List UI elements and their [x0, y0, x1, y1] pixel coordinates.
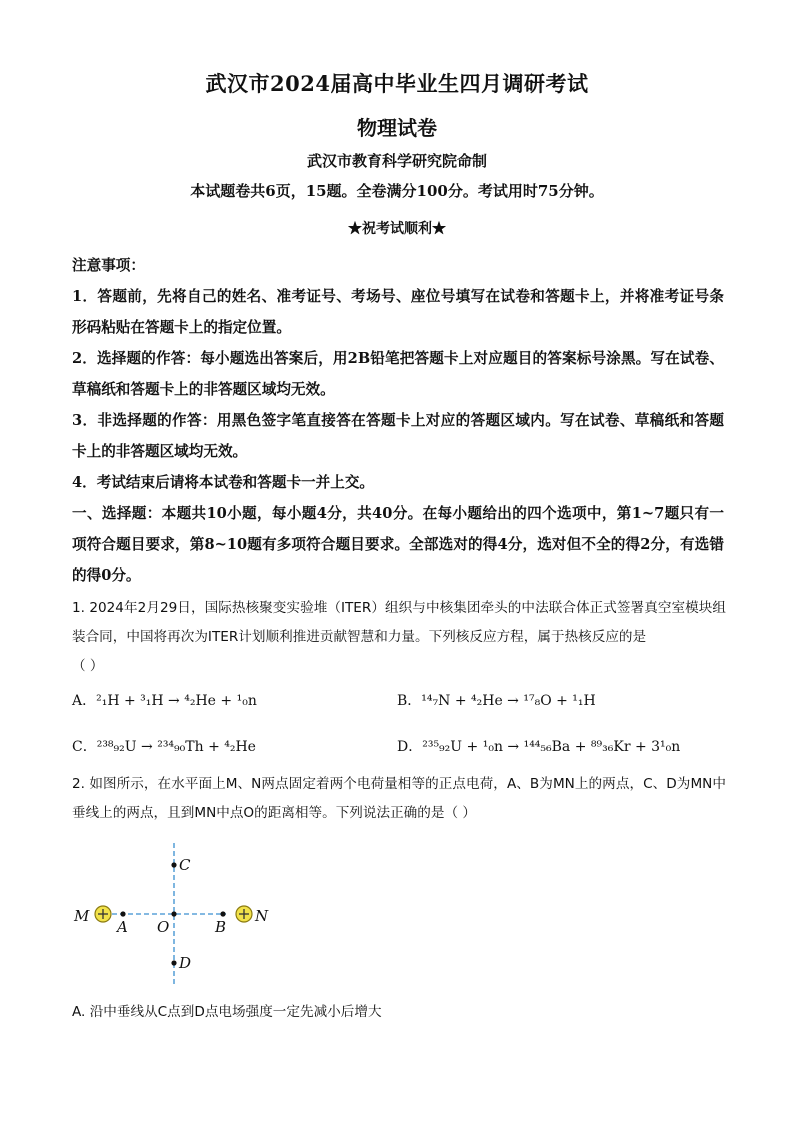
section-1-heading: 一、选择题：本题共10小题，每小题4分，共40分。在每小题给出的四个选项中，第1~7题只有一项符合题目要求，第8~10题有多项符合题目要求。全部选对的得4分，选对但不全的得2分，有选错的得0分。: [72, 505, 724, 584]
point-o: [171, 911, 176, 916]
exam-title: 武汉市2024届高中毕业生四月调研考试: [205, 71, 589, 96]
point-a: [120, 911, 125, 916]
exam-wish: ★祝考试顺利★: [348, 221, 446, 237]
label-m: M: [74, 907, 90, 925]
q1-option-d: D．²³⁵₉₂U + ¹₀n → ¹⁴⁴₅₆Ba + ⁸⁹₃₆Kr + 3¹₀n: [397, 739, 681, 755]
point-c: [171, 862, 176, 867]
note-item-3: 3．非选择题的作答：用黑色签字笔直接答在答题卡上对应的答题区域内。写在试卷、草稿纸和答题卡上的非答题区域均无效。: [72, 412, 724, 460]
q1-stem-text: 1. 2024年2月29日，国际热核聚变实验堆（ITER）组织与中核集团牵头的中法联合体正式签署真空室模块组装合同，中国将再次为ITER计划顺利推进贡献智慧和力量。下列核反应方程，属于热核反应的是: [72, 600, 726, 645]
q2-option-a: A. 沿中垂线从C点到D点电场强度一定先减小后增大: [72, 1004, 382, 1020]
q1-option-c: C．²³⁸₉₂U → ²³⁴₉₀Th + ⁴₂He: [72, 739, 256, 755]
label-a: A: [117, 918, 128, 936]
exam-info: 本试题卷共6页，15题。全卷满分100分。考试用时75分钟。: [190, 182, 604, 200]
charge-diagram: [68, 835, 298, 995]
label-n: N: [255, 907, 269, 925]
label-o: O: [157, 918, 170, 936]
point-b: [220, 911, 225, 916]
label-c: C: [179, 856, 191, 874]
note-item-2: 2．选择题的作答：每小题选出答案后，用2B铅笔把答题卡上对应题目的答案标号涂黑。写在试卷、草稿纸和答题卡上的非答题区域均无效。: [72, 350, 724, 398]
exam-author: 武汉市教育科学研究院命制: [306, 152, 487, 170]
q1-bracket: （ ）: [72, 658, 104, 674]
question-2-stem: 2. 如图所示，在水平面上M、N两点固定着两个电荷量相等的正点电荷，A、B为MN上的两点，C、D为MN中垂线上的两点，且到MN中点O的距离相等。下列说法正确的是（ ）: [72, 776, 726, 821]
note-item-1: 1．答题前，先将自己的姓名、准考证号、考场号、座位号填写在试卷和答题卡上，并将准考证号条形码粘贴在答题卡上的指定位置。: [72, 288, 724, 336]
q1-option-a: A．²₁H + ³₁H → ⁴₂He + ¹₀n: [72, 693, 257, 709]
point-d: [171, 960, 176, 965]
label-b: B: [215, 918, 227, 936]
notes-heading: 注意事项：: [72, 257, 145, 274]
q1-option-b: B．¹⁴₇N + ⁴₂He → ¹⁷₈O + ¹₁H: [397, 693, 596, 709]
note-item-4: 4．考试结束后请将本试卷和答题卡一并上交。: [72, 474, 375, 491]
exam-subject: 物理试卷: [357, 116, 437, 140]
question-1-stem: [72, 594, 726, 681]
label-d: D: [179, 954, 192, 972]
